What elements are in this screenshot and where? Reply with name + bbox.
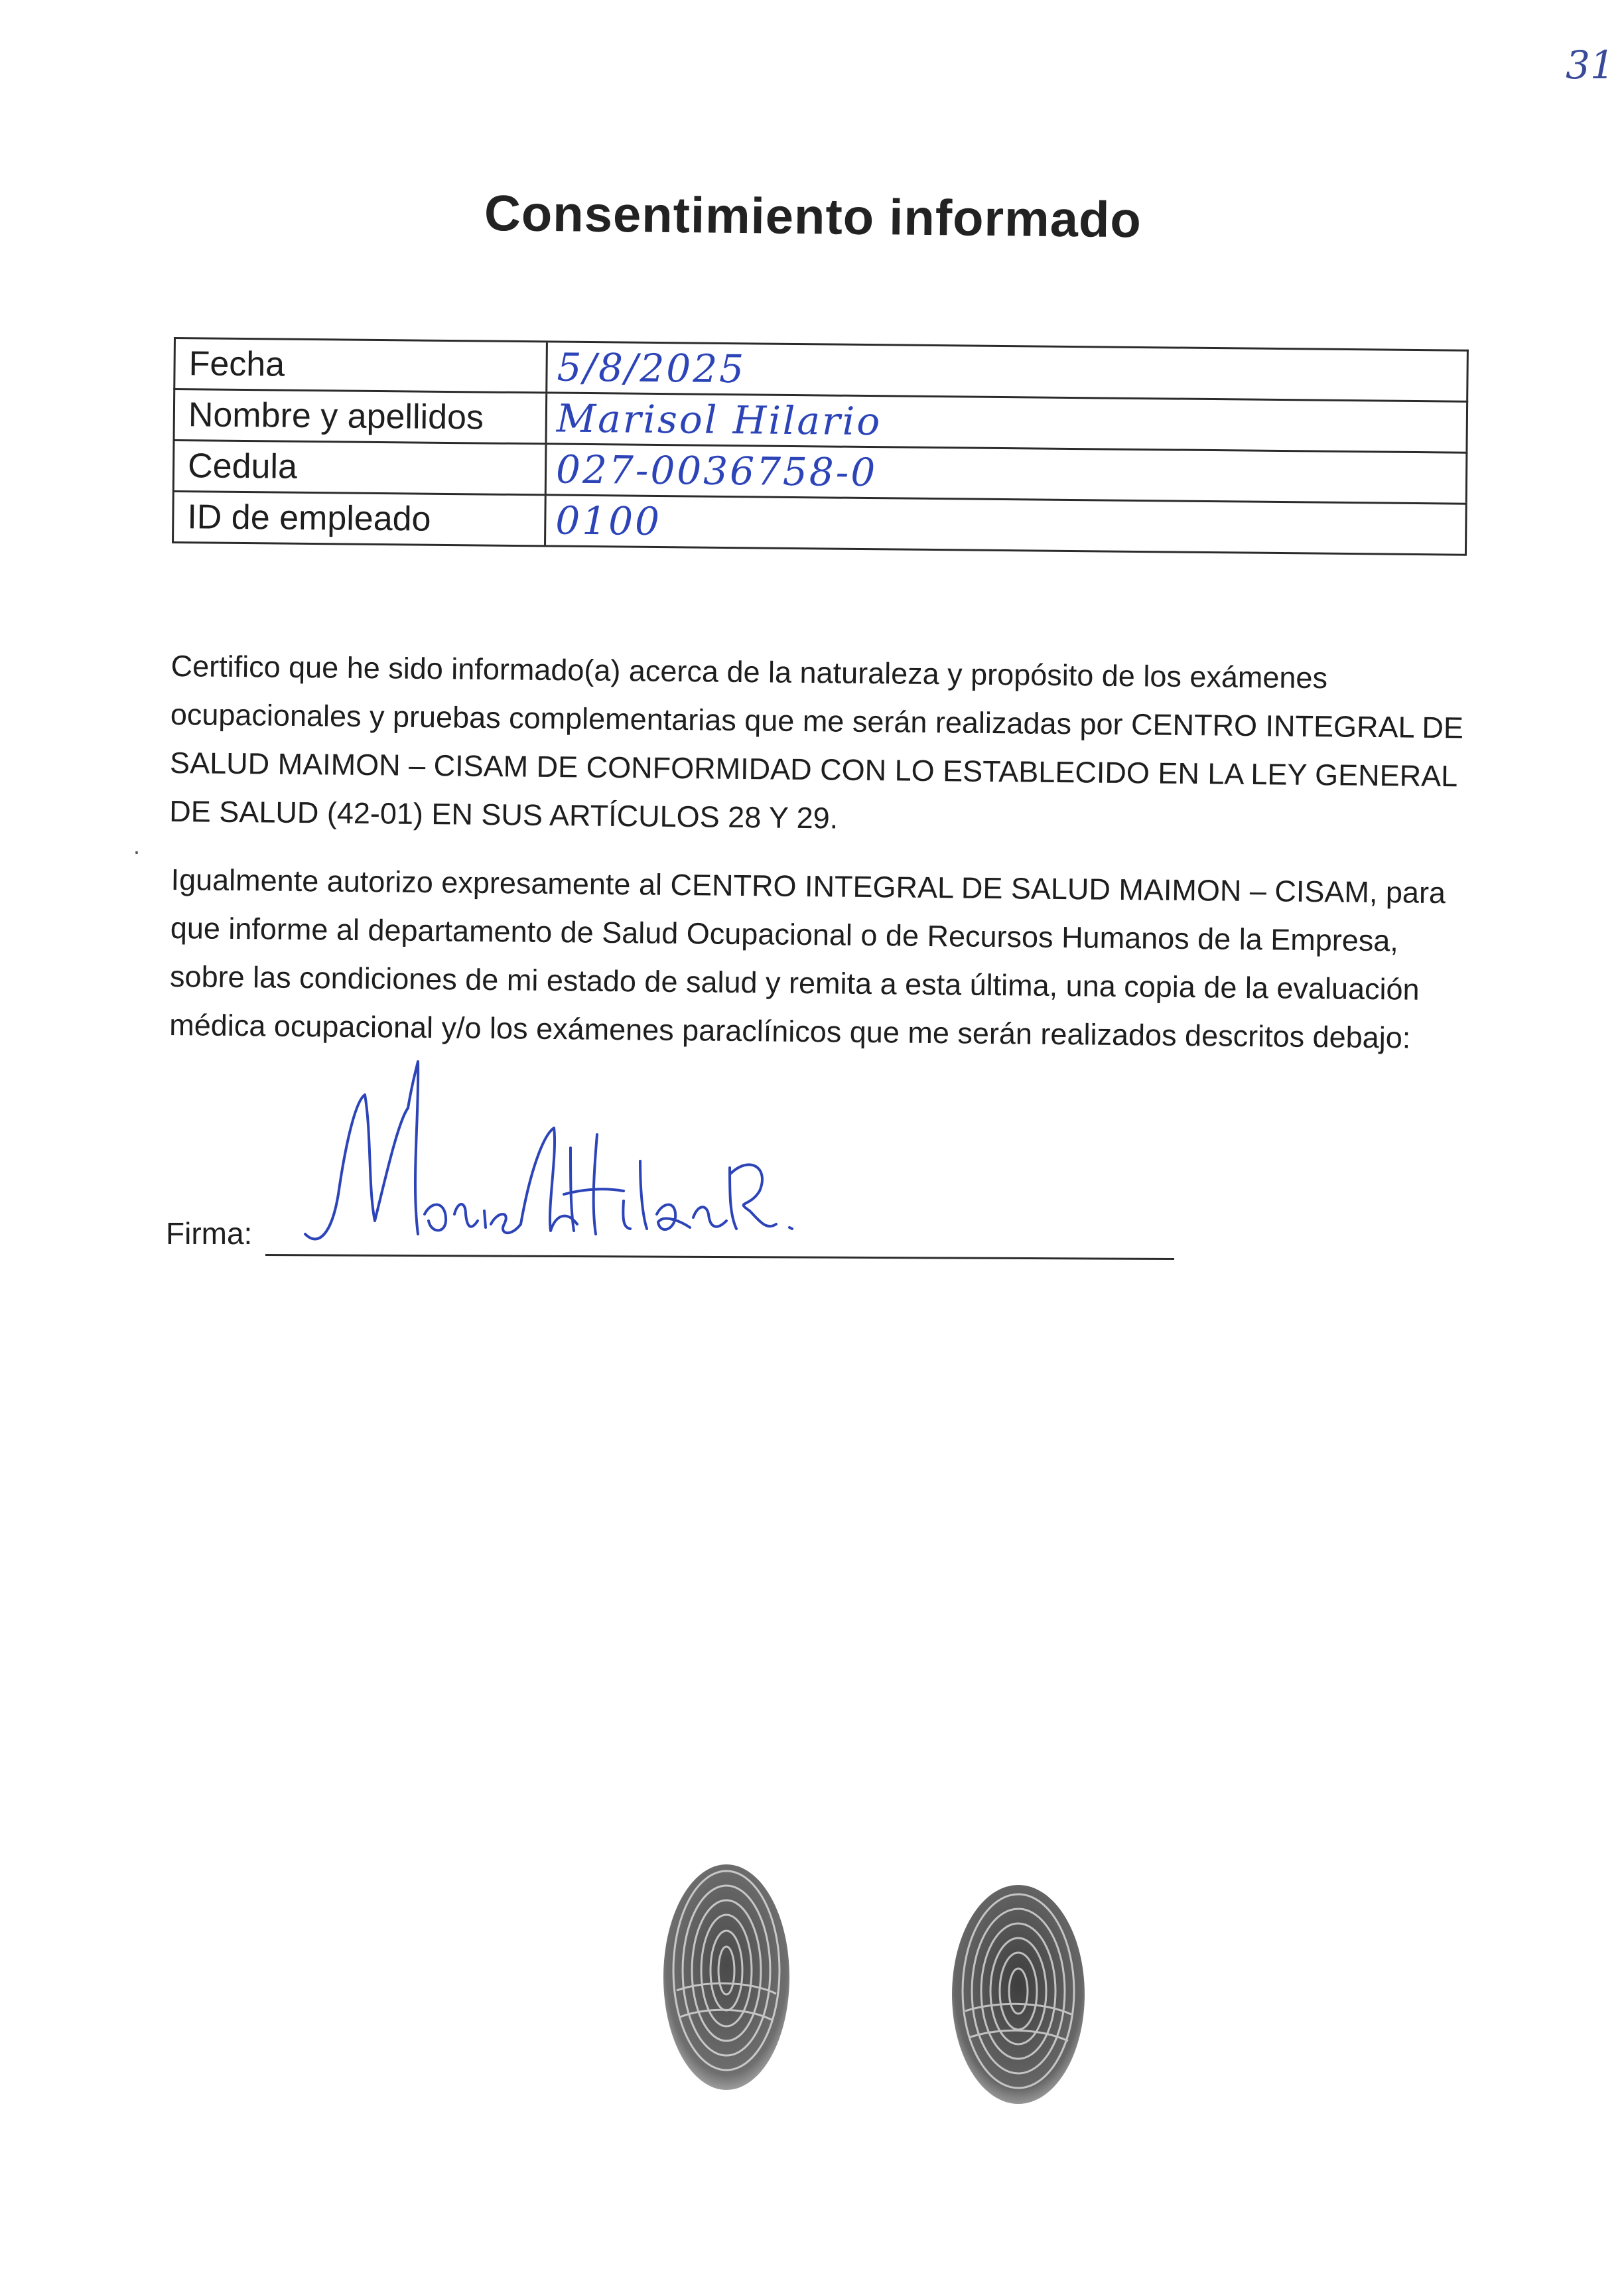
info-value-nombre: Marisol Hilario bbox=[556, 395, 882, 445]
info-label-fecha: Fecha bbox=[175, 339, 548, 391]
info-label-id-empleado: ID de empleado bbox=[174, 492, 547, 545]
info-value-id-empleado: 0100 bbox=[555, 498, 662, 545]
fingerprint-right-icon bbox=[949, 1875, 1088, 2114]
margin-mark: · bbox=[133, 837, 141, 865]
authorization-paragraph: Igualmente autorizo expresamente al CENTRO INTEGRAL DE SALUD MAIMON – CISAM, para que informe al departamento de Salud Ocupacional o de Recursos Humanos de la Empresa, sobre las condiciones de mi estado de salud y remita a esta última, una copia de la evaluación médica ocupacional y/o los exámenes paraclínicos que me serán realizados descritos debajo: bbox=[169, 862, 1446, 1055]
certification-paragraph: Certifico que he sido informado(a) acerca de la naturaleza y propósito de los exámenes ocupacionales y pruebas complementarias que me serán realizadas por CENTRO INTEGRAL DE SALUD MAIMON – CISAM DE CONFORMIDAD CON LO ESTABLECIDO EN LA LEY GENERAL DE SALUD (42-01) EN SUS ARTÍCULOS 28 Y 29. bbox=[169, 648, 1464, 835]
info-table bbox=[172, 337, 1469, 556]
info-label-cedula: Cedula bbox=[174, 441, 547, 494]
signature-label: Firma: bbox=[166, 1216, 253, 1251]
info-value-fecha: 5/8/2025 bbox=[557, 344, 746, 392]
page-number: 31 bbox=[1566, 42, 1615, 88]
info-value-cedula: 027-0036758-0 bbox=[555, 447, 878, 496]
info-label-nombre: Nombre y apellidos bbox=[175, 390, 548, 443]
handwritten-signature-icon bbox=[292, 1035, 876, 1274]
fingerprint-left-icon bbox=[657, 1858, 796, 2097]
page-title: Consentimiento informado bbox=[484, 185, 1142, 249]
